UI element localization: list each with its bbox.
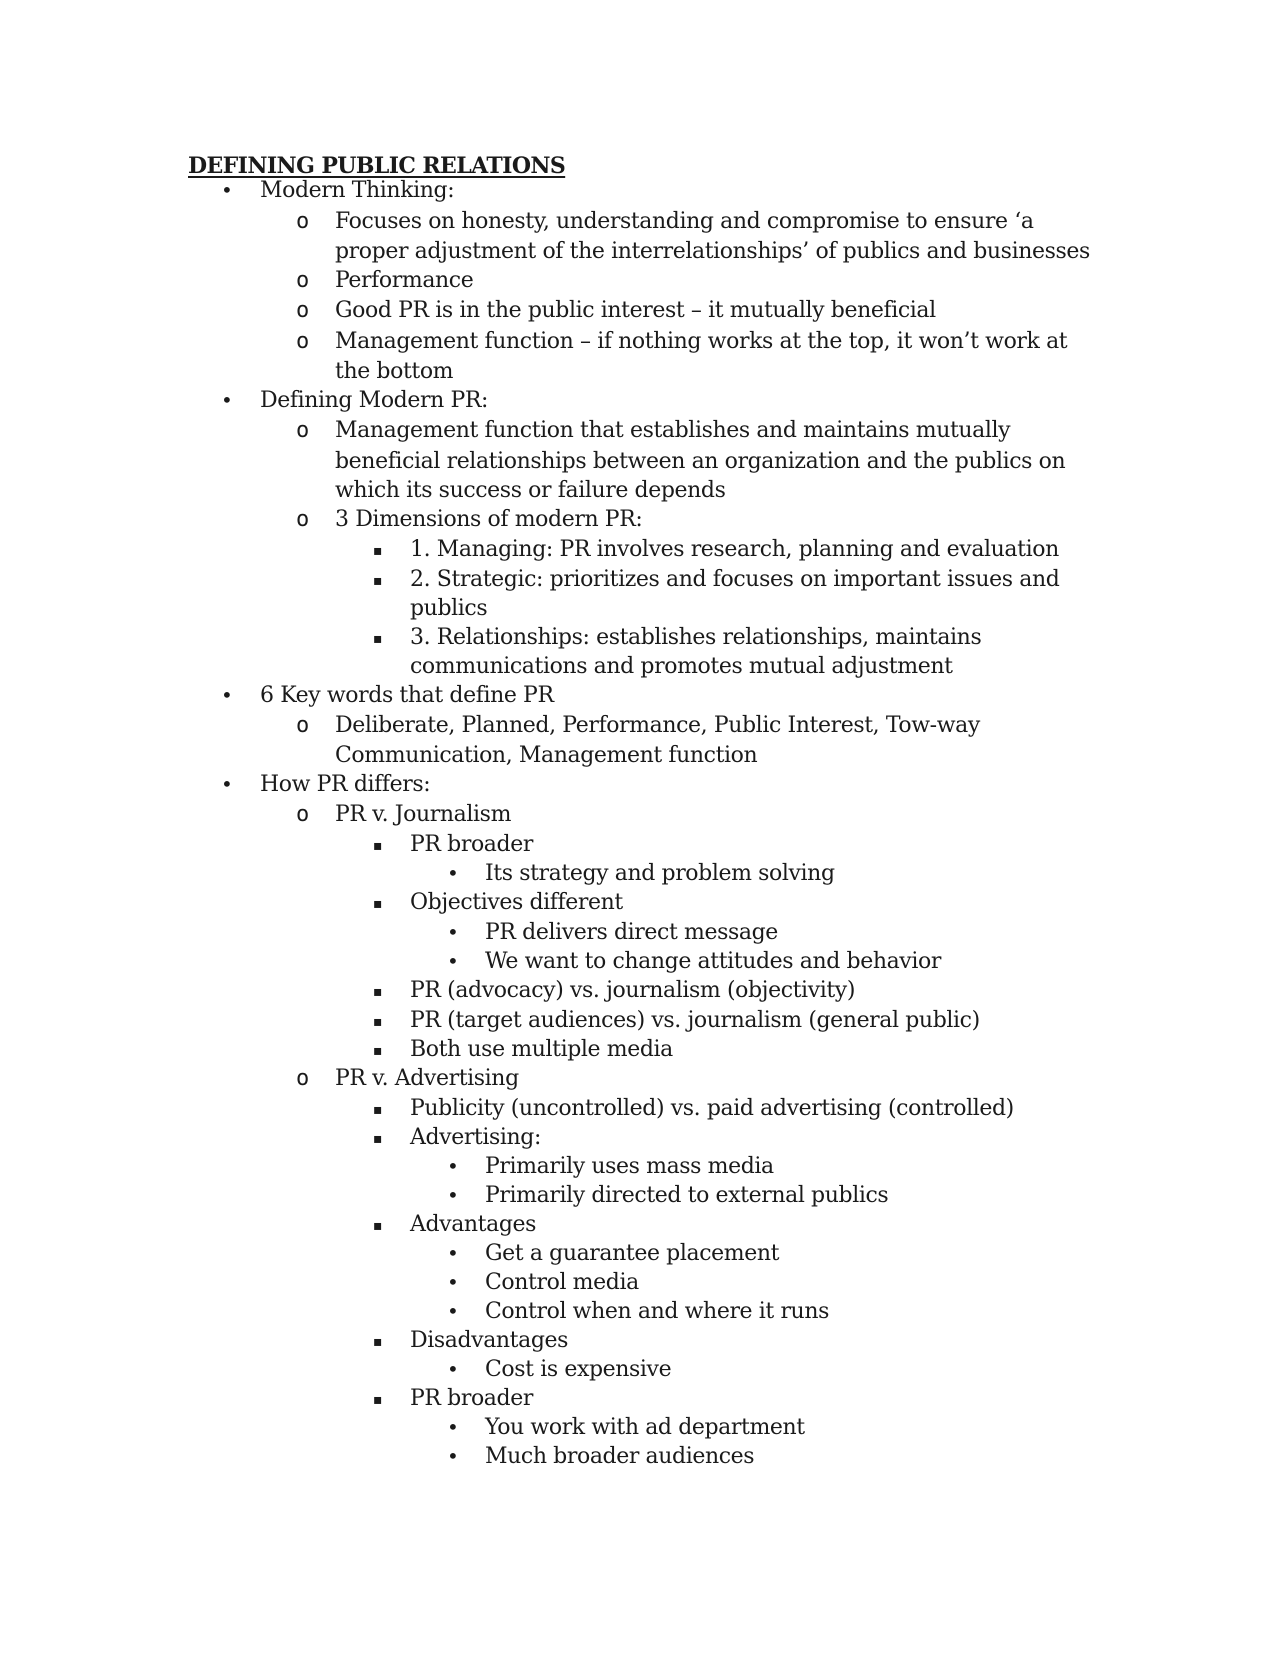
list-item-continuation: Communication, Management function: [335, 743, 758, 768]
list-item: Control media: [485, 1270, 639, 1295]
bullet-marker: •: [447, 949, 459, 973]
list-item: Cost is expensive: [485, 1357, 672, 1382]
square-marker: ▪: [373, 838, 383, 854]
circle-marker: o: [296, 418, 310, 443]
bullet-marker: •: [447, 1415, 459, 1439]
list-item: PR broader: [410, 832, 533, 857]
list-item-continuation: proper adjustment of the interrelationships’ of publics and businesses: [335, 239, 1090, 264]
list-item: Control when and where it runs: [485, 1299, 829, 1324]
square-marker: ▪: [373, 1102, 383, 1118]
bullet-marker: •: [447, 1444, 459, 1468]
list-item: Management function – if nothing works at the top, it won’t work at: [335, 329, 1068, 354]
heading-key-words: 6 Key words that define PR: [260, 683, 554, 708]
heading-modern-thinking: Modern Thinking:: [260, 178, 455, 203]
bullet-marker: •: [447, 1299, 459, 1323]
list-item: 2. Strategic: prioritizes and focuses on important issues and: [410, 567, 1060, 592]
square-marker: ▪: [373, 1334, 383, 1350]
square-marker: ▪: [373, 1043, 383, 1059]
list-item: Performance: [335, 268, 474, 293]
list-item: Good PR is in the public interest – it mutually beneficial: [335, 298, 936, 323]
bullet-marker: •: [447, 1241, 459, 1265]
list-item: Publicity (uncontrolled) vs. paid advertising (controlled): [410, 1096, 1014, 1121]
circle-marker: o: [296, 298, 310, 323]
list-item: Primarily directed to external publics: [485, 1183, 889, 1208]
square-marker: ▪: [373, 984, 383, 1000]
list-item: Much broader audiences: [485, 1444, 755, 1469]
square-marker: ▪: [373, 1392, 383, 1408]
list-item-continuation: publics: [410, 596, 488, 621]
bullet-marker: •: [221, 178, 233, 202]
subheading-pr-v-advertising: PR v. Advertising: [335, 1066, 519, 1091]
bullet-marker: •: [447, 1183, 459, 1207]
list-item: 1. Managing: PR involves research, planning and evaluation: [410, 537, 1059, 562]
square-marker: ▪: [373, 573, 383, 589]
list-item-continuation: communications and promotes mutual adjustment: [410, 654, 953, 679]
square-marker: ▪: [373, 1014, 383, 1030]
list-item: Advertising:: [410, 1125, 542, 1150]
list-item: Deliberate, Planned, Performance, Public Interest, Tow-way: [335, 713, 980, 738]
heading-how-pr-differs: How PR differs:: [260, 772, 431, 797]
circle-marker: o: [296, 268, 310, 293]
list-item: Its strategy and problem solving: [485, 861, 835, 886]
square-marker: ▪: [373, 896, 383, 912]
bullet-marker: •: [447, 1357, 459, 1381]
list-item: Objectives different: [410, 890, 623, 915]
list-item: Primarily uses mass media: [485, 1154, 774, 1179]
page-title: DEFINING PUBLIC RELATIONS: [188, 153, 566, 179]
bullet-marker: •: [221, 772, 233, 796]
list-item: PR (target audiences) vs. journalism (general public): [410, 1008, 980, 1033]
bullet-marker: •: [447, 920, 459, 944]
list-item: Focuses on honesty, understanding and compromise to ensure ‘a: [335, 209, 1034, 234]
circle-marker: o: [296, 1066, 310, 1091]
list-item-continuation: which its success or failure depends: [335, 478, 726, 503]
square-marker: ▪: [373, 543, 383, 559]
list-item: We want to change attitudes and behavior: [485, 949, 941, 974]
circle-marker: o: [296, 329, 310, 354]
list-item: 3. Relationships: establishes relationships, maintains: [410, 625, 982, 650]
circle-marker: o: [296, 713, 310, 738]
list-item: Both use multiple media: [410, 1037, 673, 1062]
list-item-continuation: the bottom: [335, 359, 454, 384]
circle-marker: o: [296, 507, 310, 532]
circle-marker: o: [296, 209, 310, 234]
list-item: PR (advocacy) vs. journalism (objectivity): [410, 978, 856, 1003]
bullet-marker: •: [447, 1270, 459, 1294]
list-item-continuation: beneficial relationships between an organization and the publics on: [335, 449, 1066, 474]
heading-defining-modern-pr: Defining Modern PR:: [260, 388, 489, 413]
subheading-pr-v-journalism: PR v. Journalism: [335, 802, 512, 827]
bullet-marker: •: [221, 388, 233, 412]
list-item: Disadvantages: [410, 1328, 569, 1353]
list-item: You work with ad department: [485, 1415, 805, 1440]
list-item: Get a guarantee placement: [485, 1241, 780, 1266]
bullet-marker: •: [447, 1154, 459, 1178]
bullet-marker: •: [221, 683, 233, 707]
bullet-marker: •: [447, 861, 459, 885]
square-marker: ▪: [373, 631, 383, 647]
list-item: PR broader: [410, 1386, 533, 1411]
square-marker: ▪: [373, 1131, 383, 1147]
list-item: Management function that establishes and maintains mutually: [335, 418, 1011, 443]
list-item: Advantages: [410, 1212, 537, 1237]
list-item: 3 Dimensions of modern PR:: [335, 507, 643, 532]
circle-marker: o: [296, 802, 310, 827]
list-item: PR delivers direct message: [485, 920, 778, 945]
square-marker: ▪: [373, 1218, 383, 1234]
